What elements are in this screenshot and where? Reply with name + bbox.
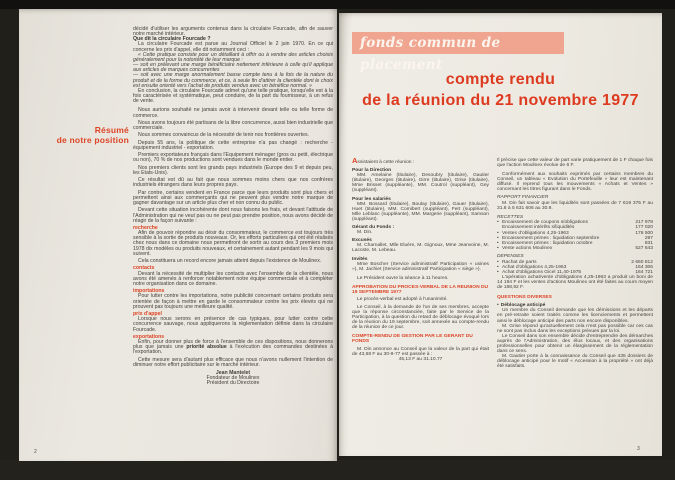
ledger-row (497, 246, 653, 251)
article-title-line2: de la réunion du 21 novembre 1977 (362, 92, 639, 109)
article-title (339, 69, 662, 111)
paragraph: Pour lutter contre les importations, notre publicité concernant certains produits sera orientée de façon à mettre en garde le consommateur contre les prix élevés qui ne prouvent pas toujours une meilleure qualité. (133, 293, 333, 310)
red-subheading: exportations (133, 333, 165, 340)
paragraph: M. Din fait savoir que les liquidités sont passées de 7 619 375 F au 31.8 à 5 631 606 au 30.9. (497, 201, 653, 212)
paragraph: Lorsque nous serons en présence de cas typiques, pour lutter contre cette concurrence sauvage, nous appliquerons la réglementation définie dans la circulaire Fourcade. (133, 316, 333, 333)
ledger-label: Ventes d'obligations 4,25-1963 (502, 230, 569, 236)
paragraph: M. Din annonce au Conseil que la valeur de la part qui était de 43,68 F au 30-9-77 est passée à : (352, 346, 489, 357)
paragraph: Depuis 55 ans, la politique de cette entreprise n'a pas changé : recherche - équipement industriel - exportation. (133, 139, 333, 151)
text-run: ssistaient à cette réunion : (357, 160, 415, 165)
bold-heading: Excusés (352, 238, 372, 244)
bullet-icon: • (497, 302, 499, 308)
bold-heading: Invités (352, 256, 368, 262)
section-heading: COMPTE-RENDU DE GESTION PAR LE GERANT DU FONDS (352, 334, 473, 345)
paragraph: Le Conseil dans son ensemble décide d'entreprendre des démarches auprès de l'Administration, des élus locaux, et des organisations professionnelles pour obtenir un élargissement de la réglementation dans ce sens. (497, 333, 653, 354)
signature-role: Président du Directoire (206, 380, 260, 387)
paragraph: M. Grise répond qu'actuellement cela n'est pas possible car ces cas ne sont pas inclus dans les exceptions prévues par la loi. (497, 323, 653, 334)
value-line: 45,13 F au 31.10.77 (398, 356, 443, 362)
red-subheading: prix d'appel (133, 311, 162, 318)
bullet-icon: • (497, 240, 499, 246)
side-label-resume-position (27, 125, 129, 145)
bold-heading: Que dit la circulaire Fourcade ? (133, 36, 211, 43)
paragraph: Nous avons toujours été partisans de la libre concurrence, aussi bien industrielle que commerciale. (133, 119, 333, 131)
bold-heading: Gérant du Fonds : (352, 225, 395, 231)
italic-heading: RECETTES (497, 214, 524, 220)
paragraph: Nos premiers clients sont les grands pays industriels (Europe des 9 et depuis peu, les Etats-Unis). (133, 164, 333, 176)
paragraph: Cette mesure sera d'autant plus efficace que nous n'avons nullement l'intention de diminuer notre effort publicitaire sur le marché intérieur. (133, 356, 333, 368)
section-heading: APPROBATION DU PROCES-VERBAL DE LA REUNION DU 19 SEPTEMBRE 1977 (352, 285, 489, 296)
italic-heading: RAPPORT FINANCIER (497, 195, 549, 201)
paragraph: En conclusion, la circulaire Fourcade admet qu'une telle pratique, lorsqu'elle est à la fois caractérisée et systématique, peut conduire, de la part du fournisseur, à un refus de vente. (133, 87, 333, 105)
right-page-column-2 (497, 158, 653, 369)
side-label-line: de notre position (56, 135, 129, 145)
bullet-icon: • (497, 235, 499, 241)
section-banner: fonds commun de placement (352, 32, 564, 54)
text-run: Déblocage anticipé (500, 302, 546, 308)
bullet-icon: • (497, 230, 499, 236)
side-label-line: Résumé (94, 125, 129, 135)
ledger-amount: 164 306 (635, 264, 653, 270)
text-run: à l'exécution des commandes destinées à l'exportation. (133, 344, 333, 356)
paragraph: Premiers exportateurs français dans l'Equipement ménager (gros ou petit, électrique ou non), 70 % de nos productions sont vendues dans le monde entier. (133, 152, 333, 164)
ledger-label: Encaissement primes : liquidation septembre (502, 235, 600, 241)
bullet-icon: • (497, 269, 499, 275)
paragraph: Cela constituera un record encore jamais atteint depuis l'existence de Moulinex. (138, 258, 322, 265)
paragraph: MM. Amelaine (titulaire), Desoubry (titulaire), Gautier (titulaire), Georges (titulaire), Girre (titulaire), Grise (titulaire), Mme Brisset (suppléante), MM. Coutrol (suppléant), Gey (suppléant). (352, 173, 489, 194)
paragraph (133, 340, 333, 355)
ledger-label: Encaissement primes : liquidation octobre (502, 240, 593, 246)
paragraph: Le procès-verbal est adopté à l'unanimité. (357, 297, 448, 303)
ledger-amount: 217 978 (635, 220, 653, 226)
paragraph: décidé d'utiliser les arguments contenus dans la circulaire Fourcade, afin de sauver notre marché intérieur. (133, 26, 333, 38)
red-subheading: contacts (133, 265, 155, 272)
right-page-column-1 (352, 158, 489, 362)
attendance-lead (352, 158, 489, 165)
ledger-amount: 164 721 (635, 269, 653, 275)
bold-emphasis: priorité absolue (186, 344, 227, 351)
red-subheading: recherche (133, 225, 158, 231)
paragraph: Devant cette situation incohérente dont nous faisons les frais, et devant l'attitude de l'Administration qui ne veut pas ou ne peut pas prendre position, nous avons décidé de réagir de la façon suivante : (133, 207, 333, 224)
paragraph: M. Gautier porte à la connaissance du Conseil que 435 dossiers de déblocage anticipé pour le motif « Accession à la propriété » ont déjà été satisfaits. (497, 353, 653, 369)
left-page-text-column (133, 27, 333, 387)
italic-heading: DEPENSES (497, 253, 524, 259)
paragraph: Un membre du Conseil demande que les démissions et les départs en pré-retraite soient traités comme les licenciements et permettent ainsi le déblocage anticipé des parts non encore disponibles. (497, 308, 653, 324)
ledger-label: Achat d'obligations Gicel 11,40-1975 (502, 269, 582, 275)
bold-heading: Pour la Direction (352, 168, 392, 174)
paragraph: — soit avec une marge anormalement basse compte tenu à la fois de la nature du produit et de la forme du commerce, et ce, à seule fin d'attirer la clientèle dont le choix est ensuite orienté vers l'achat de produits vendus avec un bénéfice normal. » (133, 72, 333, 89)
ledger-amount: 177 020 (635, 225, 653, 231)
ledger-label: Vente actions Moulinex (502, 245, 553, 251)
article-title-line1: compte rendu (445, 71, 556, 88)
page-number-right: 3 (637, 446, 640, 452)
bullet-icon: • (497, 220, 499, 226)
ledger-label: Encaissement intérêts s/liquidités (502, 225, 575, 231)
ledger-amount: 831 (644, 240, 653, 246)
section-heading: QUESTIONS DIVERSES (497, 294, 552, 300)
paragraph: Ce résultat est dû au fait que nous sommes moins chers que nos confrères industriels étrangers dans leurs propres pays. (133, 177, 333, 189)
bullet-icon: • (497, 264, 499, 270)
bullet-icon: • (497, 245, 499, 251)
signature-name: Jean Mantelet (215, 370, 251, 377)
paragraph: Afin de pouvoir répondre au désir du consommateur, le commerce est toujours très sensible à la sortie de produits nouveaux. Or, les efforts particuliers qui ont été réalisés chez nous dans ce domaine nous permettront de sortir au cours des 3 premiers mois 1978 dix modèles ou produits nouveaux, et certainement autant pendant les 9 mois qui suivent. (133, 230, 333, 257)
bold-subheading (497, 303, 653, 308)
ledger-amount: 297 (644, 235, 653, 241)
page-number-left: 2 (34, 449, 37, 455)
paragraph: Mme Boscher (Service administratif Participation « usines »), M. Jachiet (Service administratif Participation « siège »). (352, 261, 489, 272)
signature-role: Fondateur de Moulinex (206, 375, 260, 382)
ledger-label: Encaissement de coupons s/obligations (502, 220, 588, 226)
paragraph: Conformément aux souhaits exprimés par certains membres du Conseil, un tableau « Evolution du Portefeuille » leur est maintenant diffusé. Il reprend tous les mouvements « Achats et Ventes » concernant les titres figurant dans le Fonds. (497, 172, 653, 193)
text-run: Enfin, pour donner plus de force à l'ensemble de ces dispositions, nous donnerons plus que jamais une (133, 339, 333, 351)
paragraph: « Cette pratique consiste pour un détaillant à offrir ou à vendre des articles choisis généralement pour la notoriété de leur marque : (133, 51, 333, 63)
left-page (19, 9, 337, 461)
paragraph: Il précise que cette valeur de part varie pratiquement de 1 F chaque fois que l'action Moulinex évolue de 6 F. (497, 158, 653, 169)
red-initial: A (352, 156, 358, 165)
paragraph: M. Din. (357, 230, 373, 236)
ledger-label: Rachat de parts (502, 259, 537, 265)
ledger-label: Achat d'obligations 4,25-1963 (502, 264, 567, 270)
paragraph: MM. Bossard (titulaire), Boulay (titulaire), Gauer (titulaire), Huet (titulaire), MM. Comibert (suppléant), Fert (suppléant), Mlle Leblanc (suppléante), MM. Margerie (suppléant), Samson (suppléant). (352, 201, 489, 222)
ledger-amount: 176 500 (635, 230, 653, 236)
bullet-icon: • (497, 259, 499, 265)
paragraph: — soit en prélevant une marge bénéficiaire nettement inférieure à celle qu'il applique aux articles de marques concurrentes (133, 62, 333, 74)
paragraph: M. Charnallet, Mlle Eluère, M. Gignoux, Mme Jeanvoine, M. Lacoste, M. Lebeau. (352, 243, 489, 254)
right-page (339, 13, 662, 456)
paragraph: Nous sommes convaincus de la nécessité de tenir nos frontières ouvertes. (138, 132, 309, 139)
red-subheading: importations (133, 288, 165, 295)
paragraph: L'opération achat/vente d'obligations 4,25-1963 a produit un boni de 14 194 F et les ventes d'actions Moulinex ont été faites au cours moyen de 188,92 F. (497, 274, 653, 290)
paragraph: Nous aurions souhaité ne jamais avoir à intervenir devant telle ou telle forme de commerce. (133, 107, 333, 119)
paragraph: Le Président ouvre la séance à 11 heures. (357, 275, 449, 281)
paragraph: Par contre, certains vendent en France parce que leurs produits sont plus chers et permettent ainsi aux commerçants qui ne peuvent plus vendre notre marque de gagner davantage sur un article plus cher et non connu du public. (133, 189, 333, 206)
ledger-amount: 527 643 (635, 245, 653, 251)
paragraph: Le Conseil, à la demande de l'un de ses membres, accepte que la réponse circonstanciée, faite par le Service de la Participation, à la question du retard de déblocage évoqué lors de la réunion du 19 septembre, soit annexée au compte-rendu de la réunion de ce jour. (352, 304, 489, 330)
paragraph: La circulaire Fourcade est parue au Journal Officiel le 2 juin 1970. En ce qui concerne les prix d'appel, elle dit notamment ceci : (133, 41, 333, 53)
paragraph: Devant la nécessité de multiplier les contacts avec l'ensemble de la clientèle, nous avons été amenés à renforcer notablement notre équipe commerciale et à compléter notre organisation dans ce domaine. (133, 270, 333, 287)
ledger-amount: 2 660 812 (631, 259, 653, 265)
bold-heading: Pour les salariés (352, 196, 391, 202)
